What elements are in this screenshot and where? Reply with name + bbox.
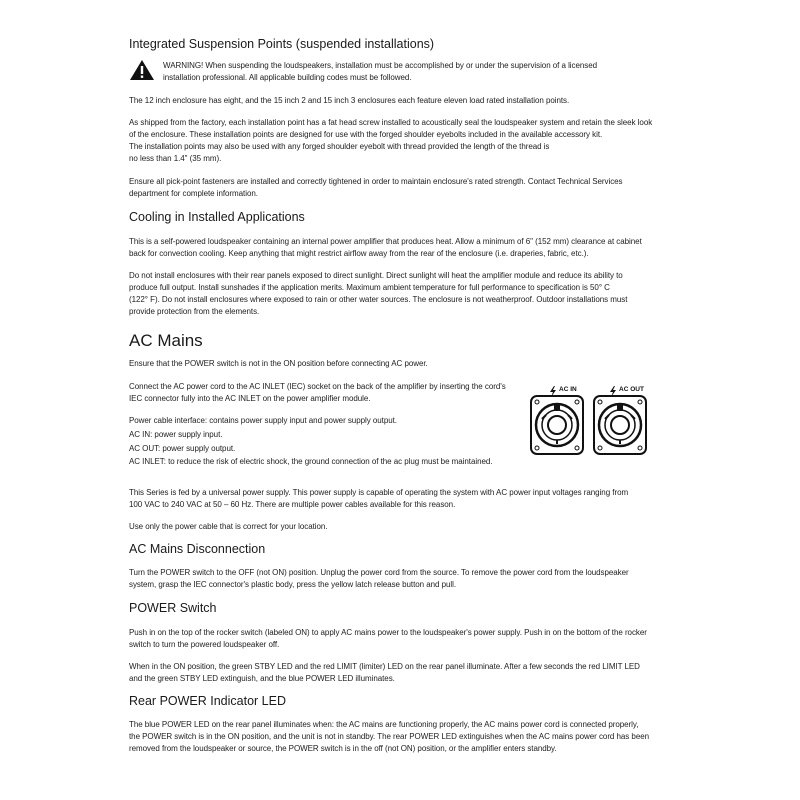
power-switch-para-2-line-2: and the green STBY LED extinguish, and the blue POWER LED illuminates.: [129, 674, 395, 683]
ac-in-connector: [531, 396, 583, 454]
indicator-para-line-1: The blue POWER LED on the rear panel illuminates when: the AC mains are functioning properly, the AC mains power cord is connected properly,: [129, 720, 639, 729]
heading-ac-mains: AC Mains: [129, 331, 203, 350]
disconnection-para-line-2: system, grasp the IEC connector's plastic body, press the yellow latch release button and pull.: [129, 580, 457, 589]
heading-cooling: Cooling in Installed Applications: [129, 210, 305, 224]
ac-mains-para-1: Ensure that the POWER switch is not in the ON position before connecting AC power.: [129, 359, 428, 368]
ac-mains-list-item-2: AC IN: power supply input.: [129, 430, 223, 439]
ac-mains-list-item-4: AC INLET: to reduce the risk of electric shock, the ground connection of the ac plug must be maintained.: [129, 457, 493, 466]
ac-mains-list-item-3: AC OUT: power supply output.: [129, 444, 236, 453]
heading-power-switch: POWER Switch: [129, 601, 217, 615]
cooling-para-2-line-1: Do not install enclosures with their rear panels exposed to direct sunlight. Direct sunlight will heat the amplifier module and reduce its ability to: [129, 271, 623, 280]
power-switch-para-2-line-1: When in the ON position, the green STBY LED and the red LIMIT (limiter) LED on the rear panel illuminate. After a few seconds the red LIMIT LED: [129, 662, 640, 671]
cooling-para-2-line-2: produce full output. Install sunshades if the application merits. Maximum ambient temperature for full performance to specification is 50° C: [129, 283, 610, 292]
ac-mains-para-2-line-1: Connect the AC power cord to the AC INLET (IEC) socket on the back of the amplifier by inserting the cord's: [129, 382, 506, 391]
cooling-para-2-line-3: (122° F). Do not install enclosures where exposed to rain or other water sources. The enclosure is not weatherproof. Outdoor installations must: [129, 295, 628, 304]
power-switch-para-1-line-2: switch to turn the powered loudspeaker off.: [129, 640, 280, 649]
cooling-para-1-line-1: This is a self-powered loudspeaker containing an internal power amplifier that produces heat. Allow a minimum of 6" (152 mm) clearance at cabinet: [129, 237, 642, 246]
heading-suspension: Integrated Suspension Points (suspended installations): [129, 37, 435, 51]
ac-mains-para-3-line-2: 100 VAC to 240 VAC at 50 – 60 Hz. There are multiple power cables available for this reason.: [129, 500, 456, 509]
warning-line-1: WARNING! When suspending the loudspeakers, installation must be accomplished by or under the supervision of a licensed: [163, 61, 598, 70]
disconnection-para-line-1: Turn the POWER switch to the OFF (not ON) position. Unplug the power cord from the source. To remove the power cord from the loudspeaker: [129, 568, 629, 577]
suspension-para-3-line-2: department for complete information.: [129, 189, 258, 198]
ac-mains-list-item-1: Power cable interface: contains power supply input and power supply output.: [129, 416, 397, 425]
ac-in-label: AC IN: [559, 386, 577, 393]
warning-line-2: installation professional. All applicable building codes must be followed.: [163, 73, 412, 82]
suspension-para-2-line-3: The installation points may also be used with any forged shoulder eyebolt with thread provided the length of the thread is: [129, 142, 550, 151]
ac-mains-para-2-line-2: IEC connector fully into the AC INLET on the power amplifier module.: [129, 394, 371, 403]
ac-mains-para-3-line-1: This Series is fed by a universal power supply. This power supply is capable of operating the system with AC power input voltages ranging from: [129, 488, 629, 497]
heading-ac-mains-disconnection: AC Mains Disconnection: [129, 542, 266, 556]
heading-rear-power-indicator: Rear POWER Indicator LED: [129, 694, 286, 708]
indicator-para-line-2: the POWER switch is in the ON position, and the unit is not in standby. The rear POWER LED extinguishes when the AC mains power cord has been: [129, 732, 650, 741]
power-switch-para-1-line-1: Push in on the top of the rocker switch (labeled ON) to apply AC mains power to the loudspeaker's power supply. Push in on the bottom of the rocker: [129, 628, 647, 637]
suspension-para-2-line-4: no less than 1.4" (35 mm).: [129, 154, 222, 163]
ac-out-connector: [594, 396, 646, 454]
indicator-para-line-3: removed from the loudspeaker or source, the POWER switch is in the off (not ON) position, or the amplifier enters standby.: [129, 744, 557, 753]
ac-out-label: AC OUT: [619, 386, 644, 393]
suspension-para-3-line-1: Ensure all pick-point fasteners are installed and correctly tightened in order to maintain enclosure's rated strength. Contact Technical Services: [129, 177, 623, 186]
suspension-para-2-line-1: As shipped from the factory, each installation point has a fat head screw installed to acoustically seal the loudspeaker system and retain the sleek look: [129, 118, 653, 127]
cooling-para-2-line-4: provide protection from the elements.: [129, 307, 260, 316]
suspension-para-1: The 12 inch enclosure has eight, and the 15 inch 2 and 15 inch 3 enclosures each feature eleven load rated installation points.: [129, 96, 570, 105]
ac-connectors-illustration: [528, 383, 658, 471]
warning-icon: [129, 59, 155, 81]
cooling-para-1-line-2: back for convection cooling. Keep anything that might restrict airflow away from the rear of the enclosure (i.e. draperies, fabric, etc.).: [129, 249, 589, 258]
ac-mains-para-4: Use only the power cable that is correct for your location.: [129, 522, 328, 531]
suspension-para-2-line-2: of the enclosure. These installation points are designed for use with the forged shoulder eyebolts included in the available accessory kit.: [129, 130, 603, 139]
